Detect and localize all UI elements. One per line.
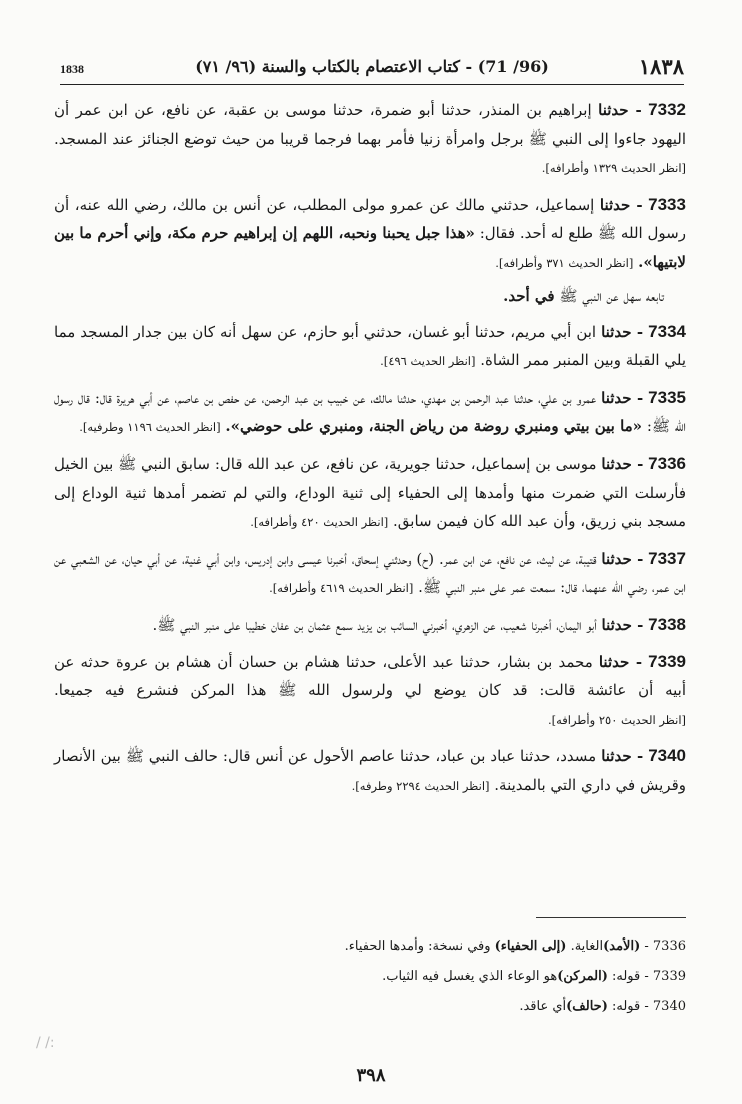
hadith-number: 7339	[648, 651, 686, 671]
sub-note-text: تابعه سهل عن النبي ﷺ	[559, 286, 664, 305]
hadith-text: محمد بن بشار، حدثنا عبد الأعلى، حدثنا هشام بن حسان أن هشام بن عروة حدثه عن أبيه أن عائشة قالت: قد كان يوضع لي ولرسول الله ﷺ هذا المركن فنشرع فيه جميعا.	[54, 652, 686, 700]
footnote-gloss: هو الوعاء الذي يغسل فيه الثياب.	[382, 969, 558, 984]
footnote-divider	[536, 917, 686, 918]
hadith-lead: - حدثنا	[601, 388, 644, 407]
hadith-lead: - حدثنا	[601, 615, 644, 634]
hadith-text: إبراهيم بن المنذر، حدثنا أبو ضمرة، حدثنا موسى بن عقبة، عن نافع، عن ابن عمر أن اليهود جاءوا إلى النبي ﷺ برجل وامرأة زنيا فأمر بهما فرجما قريبا من حيث توضع الجنائز عند المسجد.	[54, 101, 686, 148]
hadith-number: 7340	[648, 746, 687, 766]
footnote-gloss: الغاية.	[570, 939, 604, 954]
hadith-lead: - حدثنا	[598, 652, 643, 671]
footnote-term: (الأمد)	[603, 939, 641, 954]
footnote-7339	[120, 962, 686, 992]
hadith-quote: «ما بين بيتي ومنبري روضة من رياض الجنة، ومنبري على حوضي».	[225, 417, 643, 436]
hadith-reference: [انظر الحديث ٤٢٠ وأطرافه].	[250, 515, 389, 530]
footnote-gloss-2: وفي نسخة: وأمدها الحفياء.	[344, 939, 491, 954]
footnote-prefix: 7336 -	[644, 939, 686, 954]
footnote-prefix: 7340 - قوله:	[612, 999, 686, 1014]
hadith-number: 7334	[648, 321, 686, 341]
footnotes	[120, 932, 686, 1022]
hadith-text: ابن أبي مريم، حدثنا أبو غسان، حدثني أبو حازم، عن سهل أنه كان بين جدار المسجد مما يلي القبلة وبين المنبر ممر الشاة.	[54, 322, 686, 370]
footnote-prefix: 7339 - قوله:	[612, 969, 686, 984]
hadith-text: إسماعيل، حدثني مالك عن عمرو مولى المطلب، عن أنس بن مالك، رضي الله عنه، أن رسول الله ﷺ طلع له أحد. فقال:	[54, 195, 686, 243]
footnote-7340	[120, 992, 686, 1022]
hadith-quote: «هذا جبل يحبنا ونحبه، اللهم إن إبراهيم حرم مكة، وإني أحرم ما بين لابتيها».	[54, 224, 686, 271]
hadith-number: 7332	[648, 100, 686, 119]
footnote-gloss: أي عاقد.	[519, 999, 567, 1014]
page-body	[54, 96, 686, 808]
hadith-reference: [انظر الحديث ١١٩٦ وطرفيه].	[79, 420, 221, 435]
hadith-reference: [انظر الحديث ١٣٢٩ وأطرافه].	[541, 161, 686, 176]
hadith-text: مسدد، حدثنا عباد بن عباد، حدثنا عاصم الأحول عن أنس قال: حالف النبي ﷺ بين الأنصار وقريش في داري التي بالمدينة.	[54, 747, 686, 794]
hadith-7339	[54, 648, 686, 735]
sub-note-bold: في أحد.	[503, 286, 555, 305]
hadith-lead: - حدثنا	[599, 195, 643, 214]
hadith-number: 7333	[648, 194, 686, 214]
hadith-text: أبو اليمان، أخبرنا شعيب، عن الزهري، أخبرني السائب بن يزيد سمع عثمان بن عفان خطيبا على منبر النبي ﷺ.	[152, 615, 597, 634]
hadith-7335	[54, 384, 686, 442]
page-header	[60, 52, 684, 85]
footnote-term: (حالف)	[566, 999, 608, 1014]
hadith-text: قتيبة، عن ليث، عن نافع، عن ابن عمر. (ح) وحدثني إسحاق، أخبرنا عيسى وابن إدريس، وابن أبي غنية، عن أبي حيان، عن الشعبي عن ابن عمر، رضي الله عنهما، قال: سمعت عمر على منبر النبي ﷺ.	[54, 549, 686, 597]
hadith-number: 7338	[648, 614, 686, 634]
hadith-reference: [انظر الحديث ٢٥٠ وأطرافه].	[547, 712, 686, 727]
header-title: (96/ 71) - كتاب الاعتصام بالكتاب والسنة (٩٦/ ٧١)	[195, 57, 549, 76]
hadith-reference: [انظر الحديث ٣٧١ وأطرافه].	[495, 255, 634, 270]
hadith-lead: - حدثنا	[601, 549, 644, 568]
hadith-number: 7336	[648, 453, 686, 473]
hadith-reference: [انظر الحديث ٤٩٦].	[380, 354, 476, 369]
hadith-number: 7337	[648, 548, 686, 568]
hadith-7333	[54, 191, 686, 278]
hadith-7338	[54, 611, 686, 640]
hadith-text: موسى بن إسماعيل، حدثنا جويرية، عن نافع، عن عبد الله قال: سابق النبي ﷺ بين الخيل فأرسلت التي ضمرت منها وأمدها إلى الحفياء إلى ثنية الوداع، والتي لم تضمر أمدها ثنية الوداع إلى مسجد بني زريق، وأن عبد الله كان فيمن سابق.	[54, 454, 686, 531]
hadith-7334	[54, 318, 686, 376]
hadith-7332	[54, 96, 686, 183]
hadith-text: عمرو بن علي، حدثنا عبد الرحمن بن مهدي، حدثنا مالك، عن خبيب بن عبد الرحمن، عن حفص بن عاصم، عن أبي هريرة قال: قال رسول الله ﷺ:	[54, 388, 686, 436]
hadith-reference: [انظر الحديث ٢٢٩٤ وطرفه].	[351, 778, 490, 793]
hadith-7340	[54, 742, 686, 800]
sub-note	[54, 282, 686, 310]
hadith-number: 7335	[648, 387, 686, 407]
hadith-lead: - حدثنا	[598, 101, 642, 119]
margin-marks: / /:	[36, 1035, 55, 1051]
header-page-number-arabic: ١٨٣٨	[638, 54, 684, 79]
hadith-7337	[54, 545, 686, 603]
hadith-lead: - حدثنا	[601, 747, 644, 766]
hadith-7336	[54, 450, 686, 537]
footnote-7336	[120, 932, 686, 962]
footnote-term-2: (إلى الحفياء)	[494, 939, 567, 954]
hadith-reference: [انظر الحديث ٤٦١٩ وأطرافه].	[269, 581, 414, 596]
hadith-lead: - حدثنا	[601, 322, 644, 341]
footnote-term: (المركن)	[557, 969, 608, 984]
header-page-number-latin: 1838	[60, 62, 84, 76]
hadith-lead: - حدثنا	[601, 454, 644, 473]
page-number: ٣٩٨	[356, 1065, 386, 1086]
